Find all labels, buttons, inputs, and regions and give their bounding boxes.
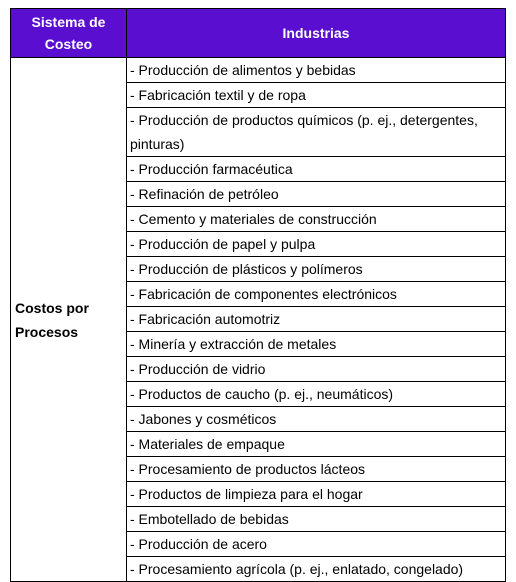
industry-cell: - Procesamiento agrícola (p. ej., enlatado, congelado) (127, 557, 506, 582)
header-industrias: Industrias (127, 9, 506, 58)
industry-cell: - Productos de caucho (p. ej., neumáticos) (127, 382, 506, 407)
industry-cell: - Fabricación de componentes electrónicos (127, 282, 506, 307)
industry-cell: - Fabricación automotriz (127, 307, 506, 332)
industry-cell: - Materiales de empaque (127, 432, 506, 457)
table-body (11, 58, 506, 582)
table-row (11, 58, 506, 83)
industry-cell: - Producción de papel y pulpa (127, 232, 506, 257)
industry-cell: - Embotellado de bebidas (127, 507, 506, 532)
industry-cell: - Producción de plásticos y polímeros (127, 257, 506, 282)
header-row (11, 9, 506, 58)
industry-cell: - Cemento y materiales de construcción (127, 207, 506, 232)
header-sistema-de-costeo: Sistema de Costeo (11, 9, 127, 58)
industry-cell: - Producción farmacéutica (127, 157, 506, 182)
costing-system-cell: Costos por Procesos (11, 58, 127, 582)
industry-cell: - Producción de vidrio (127, 357, 506, 382)
industry-cell: - Fabricación textil y de ropa (127, 83, 506, 108)
industry-cell: - Producción de acero (127, 532, 506, 557)
costing-industries-table (10, 8, 506, 582)
industry-cell: - Minería y extracción de metales (127, 332, 506, 357)
industry-cell: - Jabones y cosméticos (127, 407, 506, 432)
industry-cell: - Productos de limpieza para el hogar (127, 482, 506, 507)
table-container (10, 8, 506, 582)
industry-cell: - Procesamiento de productos lácteos (127, 457, 506, 482)
industry-cell: - Refinación de petróleo (127, 182, 506, 207)
industry-cell: - Producción de productos químicos (p. ej., detergentes, pinturas) (127, 108, 506, 157)
industry-cell: - Producción de alimentos y bebidas (127, 58, 506, 83)
